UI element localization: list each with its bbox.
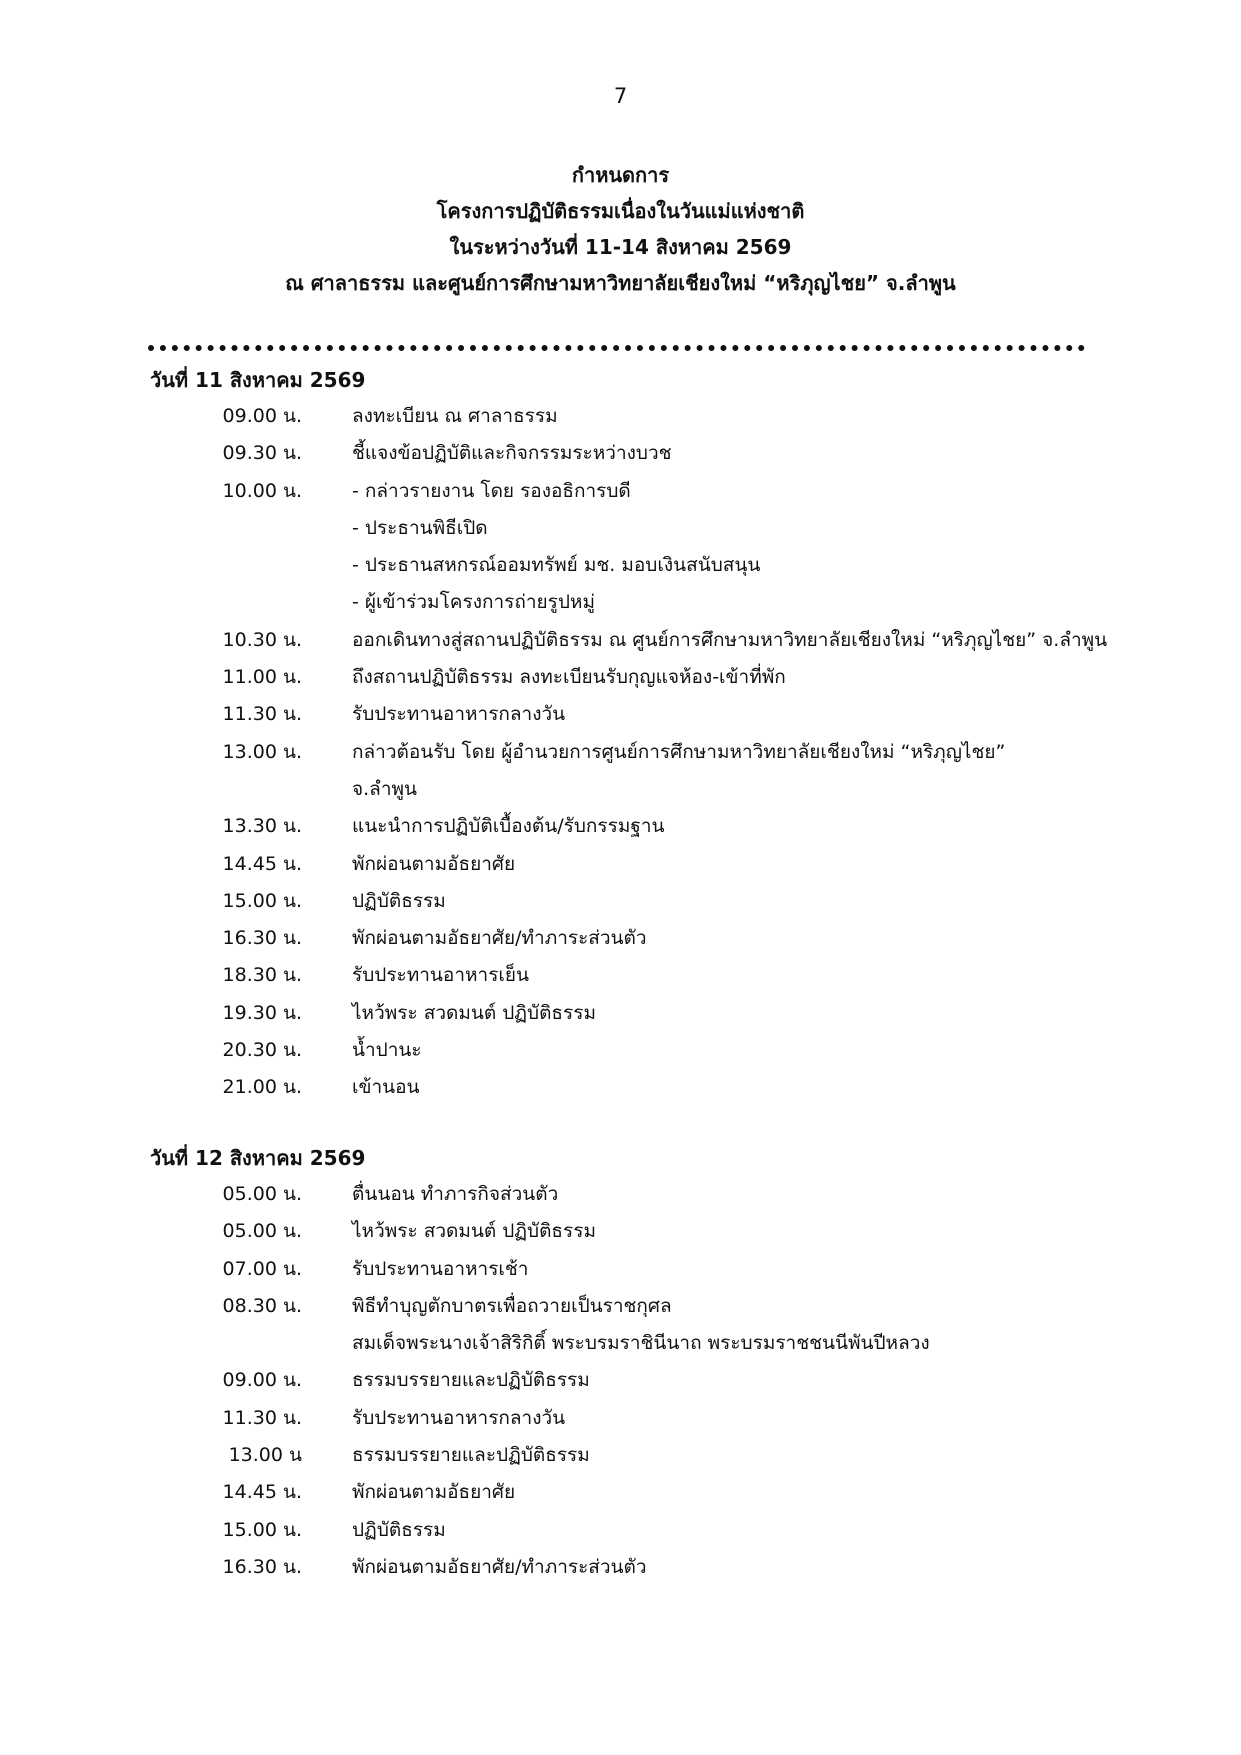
schedule-row bbox=[150, 1437, 1200, 1474]
schedule-row bbox=[150, 846, 1200, 883]
schedule-activities bbox=[352, 1400, 1200, 1437]
schedule-activities bbox=[352, 808, 1200, 845]
header-venue: ณ ศาลาธรรม และศูนย์การศึกษามหาวิทยาลัยเชียงใหม่ “หริภุญไชย” จ.ลำพูน bbox=[285, 271, 956, 295]
schedule-row bbox=[150, 435, 1200, 472]
schedule-activities bbox=[352, 1251, 1200, 1288]
schedule-activities bbox=[352, 1288, 1200, 1363]
schedule-time: 14.45 น. bbox=[222, 852, 302, 875]
schedule-activity: พักผ่อนตามอัธยาศัย bbox=[352, 1481, 516, 1504]
schedule-row bbox=[150, 1362, 1200, 1399]
schedule-activities bbox=[352, 696, 1200, 733]
schedule-row bbox=[150, 1069, 1200, 1106]
schedule-row bbox=[150, 1176, 1200, 1213]
schedule-row bbox=[150, 808, 1200, 845]
schedule-activities bbox=[352, 1512, 1200, 1549]
schedule-activity: รับประทานอาหารเช้า bbox=[352, 1257, 529, 1280]
schedule-activities bbox=[352, 920, 1200, 957]
schedule-activities bbox=[352, 435, 1200, 472]
schedule-activities bbox=[352, 1213, 1200, 1250]
schedule-row bbox=[150, 622, 1200, 659]
schedule-list bbox=[150, 1176, 1200, 1586]
schedule-activity: น้ำปานะ bbox=[352, 1039, 422, 1062]
schedule-activities bbox=[352, 734, 1200, 809]
schedule-row bbox=[150, 1400, 1200, 1437]
day-schedule-2 bbox=[150, 1140, 1200, 1586]
schedule-time: 09.00 น. bbox=[222, 1369, 302, 1392]
schedule-row bbox=[150, 398, 1200, 435]
schedule-time: 20.30 น. bbox=[222, 1039, 302, 1062]
schedule-activity: ไหว้พระ สวดมนต์ ปฏิบัติธรรม bbox=[352, 1001, 596, 1024]
schedule-activities bbox=[352, 659, 1200, 696]
schedule-activity: สมเด็จพระนางเจ้าสิริกิติ์ พระบรมราชินีนาถ พระบรมราชชนนีพันปีหลวง bbox=[352, 1332, 930, 1355]
schedule-activity: พิธีทำบุญตักบาตรเพื่อถวายเป็นราชกุศล bbox=[352, 1294, 672, 1317]
schedule-activity: - ประธานสหกรณ์ออมทรัพย์ มช. มอบเงินสนับสนุน bbox=[352, 554, 761, 577]
schedule-activities bbox=[352, 473, 1200, 622]
schedule-time: 13.00 น bbox=[228, 1444, 302, 1467]
header-project-name: โครงการปฏิบัติธรรมเนื่องในวันแม่แห่งชาติ bbox=[436, 199, 805, 223]
schedule-activities bbox=[352, 1362, 1200, 1399]
schedule-time: 13.30 น. bbox=[222, 815, 302, 838]
schedule-activities bbox=[352, 1549, 1200, 1586]
day-heading: วันที่ 12 สิงหาคม 2569 bbox=[150, 1146, 366, 1170]
schedule-activities bbox=[352, 1069, 1200, 1106]
schedule-time: 19.30 น. bbox=[222, 1001, 302, 1024]
schedule-row bbox=[150, 957, 1200, 994]
schedule-time: 07.00 น. bbox=[222, 1257, 302, 1280]
schedule-activity: จ.ลำพูน bbox=[352, 777, 417, 800]
schedule-time: 05.00 น. bbox=[222, 1183, 302, 1205]
schedule-activity: ธรรมบรรยายและปฏิบัติธรรม bbox=[352, 1369, 590, 1392]
schedule-time: 14.45 น. bbox=[222, 1481, 302, 1504]
schedule-time: 16.30 น. bbox=[222, 927, 302, 950]
schedule-time: 11.30 น. bbox=[222, 1406, 302, 1429]
schedule-activity: เข้านอน bbox=[352, 1076, 420, 1099]
schedule-activities bbox=[352, 883, 1200, 920]
schedule-row bbox=[150, 1474, 1200, 1511]
schedule-activities bbox=[352, 1474, 1200, 1511]
schedule-row bbox=[150, 1032, 1200, 1069]
schedule-activities bbox=[352, 957, 1200, 994]
schedule-row bbox=[150, 473, 1200, 622]
schedule-row bbox=[150, 995, 1200, 1032]
header-title: กำหนดการ bbox=[571, 163, 670, 187]
schedule-activity: กล่าวต้อนรับ โดย ผู้อำนวยการศูนย์การศึกษามหาวิทยาลัยเชียงใหม่ “หริภุญไชย” bbox=[352, 740, 1006, 763]
schedule-row bbox=[150, 883, 1200, 920]
schedule-row bbox=[150, 696, 1200, 733]
schedule-activity: ออกเดินทางสู่สถานปฏิบัติธรรม ณ ศูนย์การศึกษามหาวิทยาลัยเชียงใหม่ “หริภุญไชย” จ.ลำพูน bbox=[352, 628, 1108, 651]
schedule-time: 15.00 น. bbox=[222, 1518, 302, 1541]
schedule-activity: รับประทานอาหารกลางวัน bbox=[352, 703, 566, 726]
schedule-row bbox=[150, 1213, 1200, 1250]
schedule-row bbox=[150, 920, 1200, 957]
schedule-row bbox=[150, 1512, 1200, 1549]
schedule-activity: แนะนำการปฏิบัติเบื้องต้น/รับกรรมฐาน bbox=[352, 815, 665, 838]
schedule-activity: ปฏิบัติธรรม bbox=[352, 889, 446, 912]
schedule-row bbox=[150, 734, 1200, 809]
schedule-activity: ตื่นนอน ทำภารกิจส่วนตัว bbox=[352, 1183, 559, 1205]
schedule-activities bbox=[352, 995, 1200, 1032]
schedule-activities bbox=[352, 1176, 1200, 1213]
schedule-time: 10.30 น. bbox=[222, 628, 302, 651]
schedule-activity: พักผ่อนตามอัธยาศัย bbox=[352, 852, 516, 875]
document-header bbox=[0, 157, 1241, 301]
schedule-activity: พักผ่อนตามอัธยาศัย/ทำภาระส่วนตัว bbox=[352, 927, 647, 950]
schedule-time: 09.30 น. bbox=[222, 442, 302, 465]
schedule-activity: ชี้แจงข้อปฏิบัติและกิจกรรมระหว่างบวช bbox=[352, 442, 672, 465]
dotted-divider bbox=[148, 345, 1085, 351]
schedule-row bbox=[150, 1549, 1200, 1586]
schedule-time: 09.00 น. bbox=[222, 405, 302, 427]
schedule-time: 15.00 น. bbox=[222, 889, 302, 912]
schedule-time: 11.30 น. bbox=[222, 703, 302, 726]
page-number: 7 bbox=[613, 84, 628, 108]
schedule-time: 11.00 น. bbox=[222, 666, 302, 689]
schedule-activity: ถึงสถานปฏิบัติธรรม ลงทะเบียนรับกุญแจห้อง-เข้าที่พัก bbox=[352, 666, 786, 689]
schedule-activities bbox=[352, 398, 1200, 435]
schedule-time: 18.30 น. bbox=[222, 964, 302, 987]
schedule-activity: - ผู้เข้าร่วมโครงการถ่ายรูปหมู่ bbox=[352, 591, 595, 614]
schedule-activities bbox=[352, 622, 1200, 659]
schedule-activity: ไหว้พระ สวดมนต์ ปฏิบัติธรรม bbox=[352, 1220, 596, 1243]
day-schedule-1 bbox=[150, 362, 1200, 1107]
schedule-activity: รับประทานอาหารกลางวัน bbox=[352, 1406, 566, 1429]
schedule-time: 13.00 น. bbox=[222, 740, 302, 763]
schedule-activity: พักผ่อนตามอัธยาศัย/ทำภาระส่วนตัว bbox=[352, 1555, 647, 1578]
schedule-activity: ธรรมบรรยายและปฏิบัติธรรม bbox=[352, 1444, 590, 1467]
schedule-time: 08.30 น. bbox=[222, 1294, 302, 1317]
schedule-row bbox=[150, 1251, 1200, 1288]
schedule-activity: ลงทะเบียน ณ ศาลาธรรม bbox=[352, 405, 558, 427]
schedule-activities bbox=[352, 1437, 1200, 1474]
schedule-time: 16.30 น. bbox=[222, 1555, 302, 1578]
schedule-time: 10.00 น. bbox=[222, 479, 302, 502]
schedule-time: 05.00 น. bbox=[222, 1220, 302, 1243]
schedule-activities bbox=[352, 1032, 1200, 1069]
schedule-activity: - กล่าวรายงาน โดย รองอธิการบดี bbox=[352, 479, 631, 502]
schedule-row bbox=[150, 1288, 1200, 1363]
schedule-activity: รับประทานอาหารเย็น bbox=[352, 964, 530, 987]
schedule-activities bbox=[352, 846, 1200, 883]
schedule-list bbox=[150, 398, 1200, 1107]
header-date-range: ในระหว่างวันที่ 11-14 สิงหาคม 2569 bbox=[449, 235, 792, 259]
schedule-activity: - ประธานพิธีเปิด bbox=[352, 516, 488, 539]
schedule-time: 21.00 น. bbox=[222, 1076, 302, 1099]
schedule-row bbox=[150, 659, 1200, 696]
schedule-activity: ปฏิบัติธรรม bbox=[352, 1518, 446, 1541]
day-heading: วันที่ 11 สิงหาคม 2569 bbox=[150, 368, 366, 392]
